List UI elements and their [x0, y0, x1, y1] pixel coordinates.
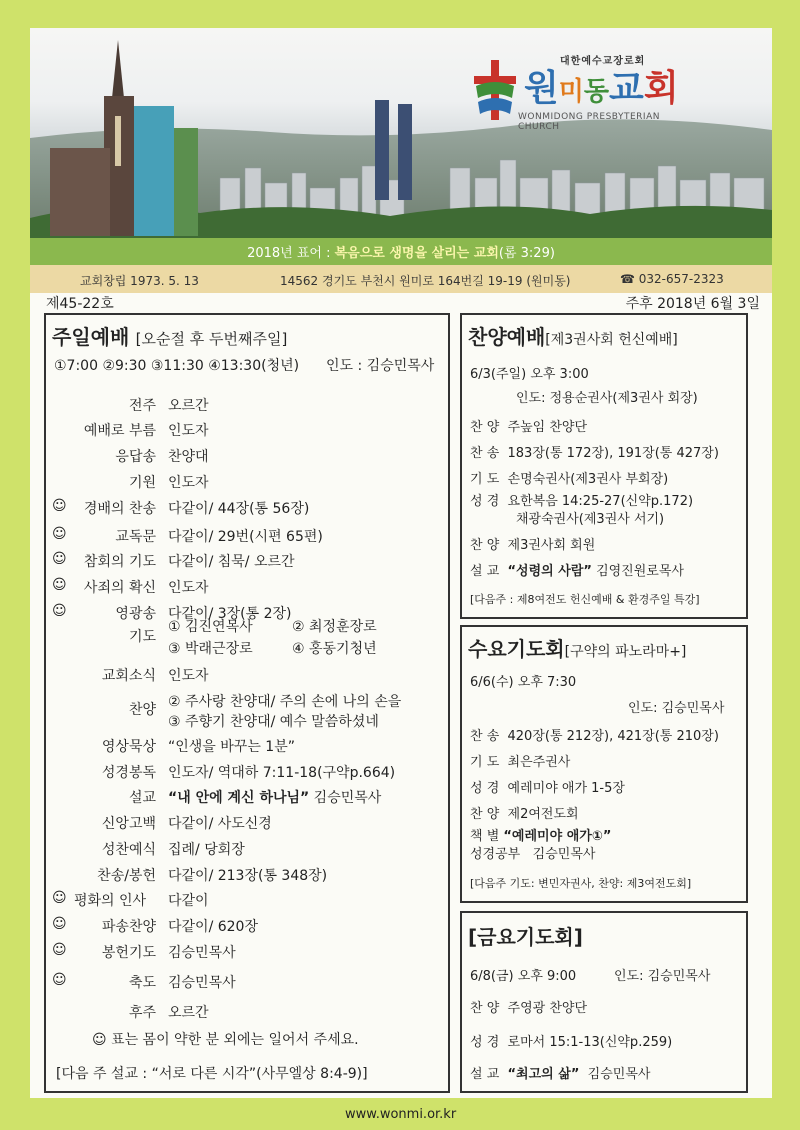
order-value: 다같이/ 44장(통 56장) [168, 501, 310, 517]
church-emblem-icon [472, 58, 518, 122]
order-value: 다같이 [168, 893, 209, 909]
order-value: 집례/ 당회장 [168, 842, 245, 858]
sermon-preacher: 김승민목사 [313, 790, 382, 806]
order-label: 교독문 [115, 529, 156, 545]
sunday-worship-box [44, 313, 450, 1093]
order-value: 다같이/ 213장(통 348장) [168, 868, 328, 884]
row-value: 예레미야 애가 1-5장 [507, 781, 625, 796]
order-value: 인도자 [168, 475, 209, 491]
order-label: 신앙고백 [101, 816, 156, 832]
sermon-title: “내 안에 계신 하나님” [168, 790, 310, 806]
prayer-item: ② 최정훈장로 [292, 619, 377, 635]
church-info-bar [30, 265, 772, 293]
stand-icon: ☺ [52, 577, 67, 593]
row-label: 설 교 [470, 1067, 500, 1082]
church-english-name: WONMIDONG PRESBYTERIAN CHURCH [518, 112, 660, 132]
row-label: 찬 양 [470, 1001, 500, 1016]
row-label: 성 경 [470, 494, 500, 509]
order-label: 참회의 기도 [83, 554, 156, 570]
order-label: 평화의 인사 [74, 893, 147, 909]
order-value: 다같이/ 사도신경 [168, 816, 272, 832]
friday-datetime: 6/8(금) 오후 9:00 [470, 969, 577, 984]
order-label: 파송찬양 [101, 919, 156, 935]
row-value: 183장(통 172장), 191장(통 427장) [507, 446, 719, 461]
order-label: 찬송/봉헌 [97, 868, 156, 884]
row-label: 찬 양 [470, 807, 500, 822]
bulletin-date: 주후 2018년 6월 3일 [625, 296, 760, 312]
order-value: 인도자 [168, 580, 209, 596]
choir-item: ③ 주향기 찬양대/ 예수 말씀하셨네 [168, 714, 379, 730]
header-photo [30, 28, 772, 238]
stand-icon: ☺ [52, 942, 67, 958]
sunday-leader: 인도 : 김승민목사 [326, 358, 435, 374]
wednesday-datetime: 6/6(수) 오후 7:30 [470, 675, 577, 690]
stand-icon: ☺ [52, 498, 67, 514]
stand-icon: ☺ [52, 972, 67, 988]
row-label: 기 도 [470, 472, 500, 487]
order-label: 예배로 부름 [83, 423, 156, 439]
order-label: 응답송 [115, 449, 156, 465]
denomination-label: 대한예수교장로회 [560, 56, 646, 67]
order-label: 영상묵상 [101, 739, 156, 755]
prayer-item: ③ 박래근장로 [168, 641, 253, 657]
order-value: 다같이/ 620장 [168, 919, 258, 935]
row-value: 로마서 15:1-13(신약p.259) [507, 1035, 673, 1050]
wednesday-prayer-box [460, 625, 748, 903]
order-value: 김승민목사 [168, 945, 236, 961]
row-value: “예레미야 애가①” [503, 829, 612, 844]
praise-worship-box [460, 313, 748, 619]
praise-title: 찬양예배 [468, 325, 546, 349]
order-value: 오르간 [168, 398, 209, 414]
order-label: 경배의 찬송 [83, 501, 156, 517]
order-value: 인도자 [168, 668, 209, 684]
choir-item: ② 주사랑 찬양대/ 주의 손에 나의 손을 [168, 694, 402, 710]
church-name: 원미동교회 [524, 68, 679, 109]
sunday-title: 주일예배 [52, 325, 130, 349]
praise-next: [다음주 : 제8여전도 헌신예배 & 환경주일 특강] [470, 593, 700, 606]
row-value: 주높임 찬양단 [507, 420, 587, 435]
friday-title: [금요기도회] [468, 925, 583, 949]
row-value: 김승민목사 [532, 847, 596, 862]
wednesday-title: 수요기도회 [468, 637, 565, 661]
sermon-line [168, 787, 381, 807]
church-logo [472, 50, 702, 130]
praise-datetime: 6/3(주일) 오후 3:00 [470, 367, 589, 382]
row-label: 성 경 [470, 781, 500, 796]
church-phone: ☎ 032-657-2323 [620, 272, 724, 286]
order-value: 다같이/ 29번(시편 65편) [168, 529, 323, 545]
order-value: 다같이/ 침묵/ 오르간 [168, 554, 295, 570]
row-label: 성경공부 [470, 847, 521, 862]
order-value: 김승민목사 [168, 975, 236, 991]
year-slogan: 2018년 표어 : 복음으로 생명을 살리는 교회 (롬 3:29) [30, 238, 772, 265]
stand-icon: ☺ [52, 890, 67, 906]
row-label: 찬 양 [470, 420, 500, 435]
service-times: ①7:00 ②9:30 ③11:30 ④13:30(청년) [54, 358, 300, 374]
row-label: 책 별 [470, 829, 500, 844]
praise-leader: 인도: 정용순권사(제3권사 회장) [516, 391, 698, 406]
order-value: 찬양대 [168, 449, 209, 465]
sermon-title: “성령의 사람” [507, 564, 592, 579]
row-label: 설 교 [470, 564, 500, 579]
next-sermon: [다음 주 설교 : “서로 다른 시각”(사무엘상 8:4-9)] [56, 1066, 368, 1082]
order-label: 기원 [128, 475, 156, 491]
order-label: 전주 [128, 398, 156, 414]
order-label: 찬양 [128, 702, 156, 718]
church-address: 14562 경기도 부천시 원미로 164번길 19-19 (원미동) [280, 274, 571, 288]
order-label: 교회소식 [101, 668, 156, 684]
order-value: 오르간 [168, 1005, 209, 1021]
order-label: 성찬예식 [101, 842, 156, 858]
order-value: 인도자/ 역대하 7:11-18(구약p.664) [168, 765, 396, 781]
order-label: 축도 [128, 975, 156, 991]
stand-icon: ☺ [52, 526, 67, 542]
order-value: 인도자 [168, 423, 209, 439]
row-value: 채광숙권사(제3권사 서기) [516, 512, 665, 527]
wednesday-leader: 인도: 김승민목사 [628, 701, 725, 716]
issue-number: 제45-22호 [46, 296, 114, 312]
order-label: 후주 [128, 1005, 156, 1021]
order-label: 설교 [128, 790, 156, 806]
stand-icon: ☺ [52, 603, 67, 619]
row-label: 찬 양 [470, 538, 500, 553]
stand-icon: ☺ [52, 551, 67, 567]
sermon-preacher: 김승민목사 [587, 1067, 651, 1082]
sermon-preacher: 김영진원로목사 [596, 564, 684, 579]
order-label: 기도 [128, 629, 156, 645]
prayer-item: ① 김진연목사 [168, 619, 253, 635]
row-value: 손명숙권사(제3권사 부회장) [507, 472, 669, 487]
row-label: 성 경 [470, 1035, 500, 1050]
stand-icon: ☺ [52, 916, 67, 932]
founded-date: 교회창립 1973. 5. 13 [80, 274, 199, 288]
row-label: 찬 송 [470, 446, 500, 461]
sunday-subtitle: [오순절 후 두번째주일] [135, 330, 288, 348]
wednesday-subtitle: [구약의 파노라마+] [564, 644, 687, 660]
row-value: 요한복음 14:25-27(신약p.172) [507, 494, 694, 509]
order-label: 사죄의 확신 [83, 580, 156, 596]
prayer-item: ④ 홍동기청년 [292, 641, 377, 657]
friday-leader: 인도: 김승민목사 [614, 969, 711, 984]
row-value: 제2여전도회 [507, 807, 579, 822]
row-value: 제3권사회 회원 [507, 538, 596, 553]
order-label: 영광송 [115, 606, 156, 622]
row-label: 찬 송 [470, 729, 500, 744]
order-label: 봉헌기도 [101, 945, 156, 961]
row-label: 기 도 [470, 755, 500, 770]
praise-subtitle: [제3권사회 헌신예배] [545, 332, 678, 348]
row-value: 주영광 찬양단 [507, 1001, 587, 1016]
order-label: 성경봉독 [101, 765, 156, 781]
website-link[interactable]: www.wonmi.or.kr [345, 1107, 457, 1122]
order-value: 다같이/ 3장(통 2장) [168, 606, 292, 622]
row-value: 420장(통 212장), 421장(통 210장) [507, 729, 719, 744]
friday-prayer-box [460, 911, 748, 1093]
row-value: 최은주권사 [507, 755, 571, 770]
order-value: “인생을 바꾸는 1분” [168, 739, 295, 755]
sermon-title: “최고의 삶” [507, 1067, 580, 1082]
stand-note: ☺ 표는 몸이 약한 분 외에는 일어서 주세요. [92, 1032, 359, 1048]
wednesday-next: [다음주 기도: 변민자권사, 찬양: 제3여전도회] [470, 877, 692, 890]
